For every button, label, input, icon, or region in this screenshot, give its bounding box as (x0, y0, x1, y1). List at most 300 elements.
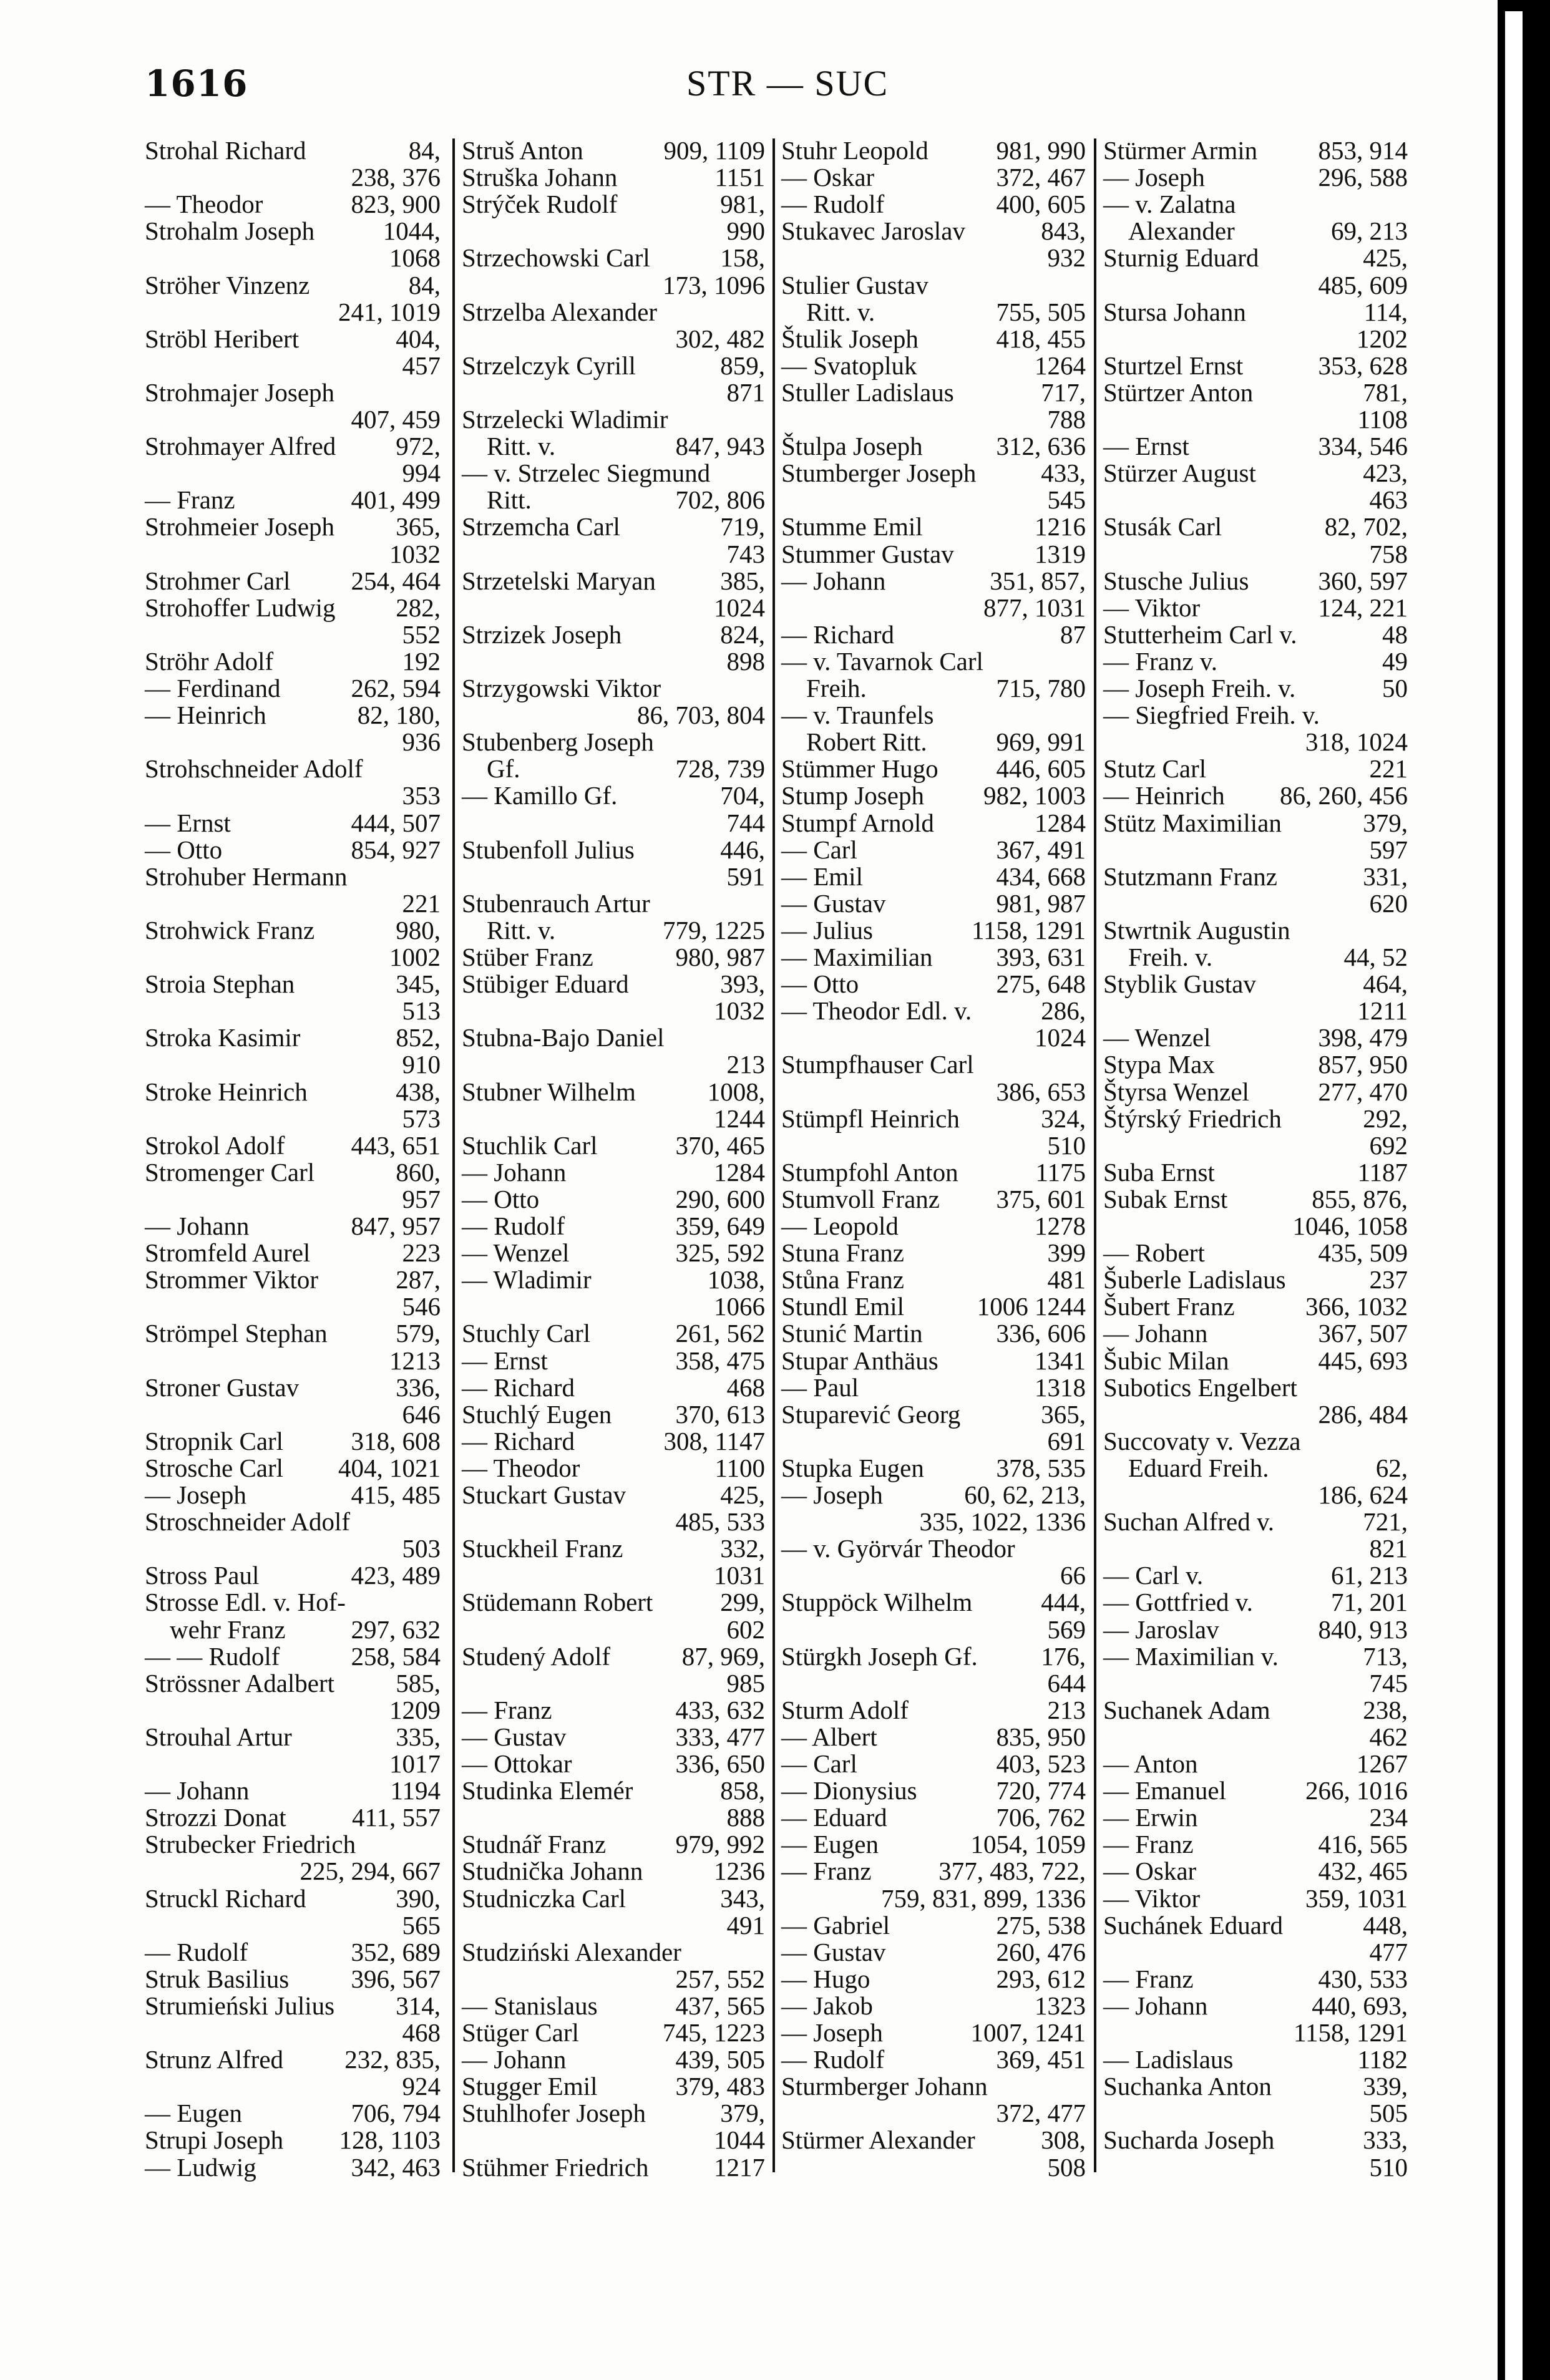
index-entry (1103, 1724, 1408, 1751)
page-edge (1505, 11, 1523, 2380)
entry-name: — v. Strzelec Siegmund (462, 459, 711, 488)
index-entry (1103, 1831, 1408, 1858)
entry-name: — Svatopluk (781, 351, 917, 380)
entry-name: — Heinrich (145, 701, 266, 730)
entry-name: Strommer Viktor (145, 1265, 319, 1294)
index-entry (781, 2154, 1086, 2181)
entry-pages: 840, 913 (1318, 1615, 1408, 1644)
index-entry (462, 1348, 765, 1374)
index-entry (781, 352, 1086, 379)
index-entry (781, 1079, 1086, 1105)
entry-name: — Rudolf (462, 1212, 565, 1240)
entry-pages: 468 (726, 1372, 765, 1402)
entry-pages: 360, 597 (1318, 566, 1408, 595)
entry-name: — Joseph Freih. v. (1103, 674, 1296, 702)
entry-pages: 573 (402, 1104, 441, 1133)
entry-pages: 468 (402, 2018, 441, 2047)
index-entry (781, 379, 1086, 406)
index-entry (462, 648, 765, 675)
index-entry (781, 1482, 1086, 1508)
index-entry (462, 1643, 765, 1670)
entry-name: — Gustav (462, 1722, 567, 1751)
entry-name: Strzetelski Maryan (462, 566, 656, 595)
entry-name: — Franz (781, 1857, 872, 1886)
index-entry (462, 1105, 765, 1132)
index-entry (781, 1966, 1086, 1993)
entry-name: Stůna Franz (781, 1265, 904, 1294)
entry-name: Strouhal Artur (145, 1722, 292, 1751)
entry-name: — Viktor (1103, 1883, 1201, 1913)
entry-pages: 510 (1369, 2152, 1408, 2182)
entry-name: Stubenrauch Artur (462, 888, 650, 918)
index-entry (781, 218, 1086, 245)
entry-pages: 158, (720, 243, 765, 273)
entry-pages: 418, 455 (996, 324, 1086, 353)
entry-name: — Albert (781, 1722, 877, 1751)
index-entry (1103, 541, 1408, 568)
index-entry (1103, 272, 1408, 299)
index-entry (1103, 1455, 1408, 1482)
index-entry (781, 513, 1086, 540)
entry-name: — Johann (1103, 1991, 1208, 2020)
index-entry (1103, 1993, 1408, 2019)
index-entry (145, 1186, 441, 1213)
entry-pages: 345, (396, 969, 441, 999)
entry-pages: 1175 (1035, 1157, 1086, 1187)
entry-pages: 433, (1041, 459, 1086, 488)
entry-pages: 369, 451 (996, 2045, 1086, 2074)
index-entry (1103, 1562, 1408, 1589)
index-entry (462, 1186, 765, 1213)
entry-pages: 1236 (714, 1857, 765, 1886)
entry-pages: 186, 624 (1318, 1480, 1408, 1509)
entry-pages: 1017 (389, 1749, 441, 1778)
index-entry (462, 1804, 765, 1831)
entry-name: Strzelba Alexander (462, 297, 658, 326)
index-entry (145, 1885, 441, 1912)
entry-pages: 877, 1031 (983, 593, 1086, 622)
entry-pages: 312, 636 (996, 432, 1086, 461)
entry-pages: 704, (720, 781, 765, 810)
entry-name: Suchánek Eduard (1103, 1910, 1284, 1940)
index-entry (462, 1266, 765, 1293)
index-entry (781, 1320, 1086, 1347)
entry-pages: 232, 835, (344, 2045, 441, 2074)
index-entry (145, 1266, 441, 1293)
entry-name: Strzechowski Carl (462, 243, 650, 273)
entry-pages: 324, (1041, 1104, 1086, 1133)
index-entry (781, 675, 1086, 702)
entry-pages: 924 (402, 2072, 441, 2101)
entry-name: — Wladimir (462, 1265, 592, 1294)
entry-name: — v. Györvár Theodor (781, 1534, 1015, 1563)
entry-pages: 758 (1369, 539, 1408, 568)
entry-pages: 1068 (389, 243, 441, 273)
entry-name: Ritt. v. (806, 297, 875, 326)
entry-name: Stursa Johann (1103, 297, 1246, 326)
index-entry (145, 1993, 441, 2019)
index-entry (145, 863, 441, 890)
index-entry (145, 755, 441, 782)
entry-name: Studinka Elemér (462, 1776, 633, 1805)
index-entry (145, 1697, 441, 1724)
entry-pages: 286, 484 (1318, 1399, 1408, 1429)
index-entry (462, 971, 765, 998)
entry-pages: 463 (1369, 485, 1408, 515)
entry-pages: 69, 213 (1331, 216, 1408, 246)
index-entry (145, 1912, 441, 1939)
entry-pages: 591 (726, 862, 765, 891)
entry-name: Stuchly Carl (462, 1319, 591, 1348)
index-entry (781, 2100, 1086, 2127)
entry-name: — Eugen (781, 1830, 879, 1859)
entry-pages: 314, (396, 1991, 441, 2020)
column-rule (452, 138, 455, 2172)
index-entry (462, 1670, 765, 1697)
entry-pages: 393, (720, 969, 765, 999)
entry-name: Strýček Rudolf (462, 190, 618, 219)
index-entry (781, 245, 1086, 271)
index-entry (145, 702, 441, 729)
entry-pages: 936 (402, 727, 441, 757)
entry-name: Sturnig Eduard (1103, 243, 1259, 273)
index-entry (145, 782, 441, 809)
index-entry (462, 137, 765, 164)
entry-pages: 1217 (714, 2152, 765, 2182)
entry-pages: 1278 (1035, 1212, 1086, 1240)
entry-pages: 86, 703, 804 (637, 701, 765, 730)
index-entry (1103, 1051, 1408, 1078)
entry-name: Studniczka Carl (462, 1883, 626, 1913)
entry-name: Ritt. v. (487, 432, 556, 461)
index-entry (781, 1535, 1086, 1562)
entry-name: — Jaroslav (1103, 1615, 1219, 1644)
entry-name: — Gustav (781, 888, 886, 918)
entry-name: — Eugen (145, 2099, 242, 2128)
index-entry (781, 1885, 1086, 1912)
index-entry (1103, 1293, 1408, 1320)
entry-name: Strubecker Friedrich (145, 1830, 356, 1859)
entry-name: Strupi Joseph (145, 2125, 284, 2155)
index-entry (145, 1643, 441, 1670)
entry-pages: 335, (396, 1722, 441, 1751)
index-entry (145, 1213, 441, 1240)
index-entry (781, 299, 1086, 326)
entry-pages: 1182 (1357, 2045, 1408, 2074)
entry-name: Stübiger Eduard (462, 969, 629, 999)
entry-pages: 446, (720, 835, 765, 864)
index-entry (1103, 648, 1408, 675)
entry-pages: 1054, 1059 (970, 1830, 1086, 1859)
entry-name: Sturtzel Ernst (1103, 351, 1244, 380)
entry-pages: 403, 523 (996, 1749, 1086, 1778)
entry-pages: 485, 609 (1318, 270, 1408, 299)
index-entry (1103, 1643, 1408, 1670)
entry-pages: 1032 (389, 539, 441, 568)
entry-name: Stüger Carl (462, 2018, 579, 2047)
entry-pages: 446, 605 (996, 754, 1086, 784)
index-entry (462, 621, 765, 648)
entry-name: Stroke Heinrich (145, 1077, 308, 1106)
index-entry (145, 1320, 441, 1347)
index-entry (145, 379, 441, 406)
entry-pages: 585, (396, 1668, 441, 1698)
entry-name: — Ferdinand (145, 674, 281, 702)
entry-name: — Ludwig (145, 2152, 256, 2182)
entry-name: — Ladislaus (1103, 2045, 1234, 2074)
index-entry (781, 648, 1086, 675)
entry-pages: 759, 831, 899, 1336 (881, 1883, 1086, 1913)
index-entry (1103, 487, 1408, 513)
entry-name: — Kamillo Gf. (462, 781, 618, 810)
entry-pages: 1284 (1035, 808, 1086, 837)
index-entry (781, 1724, 1086, 1751)
entry-name: — v. Tavarnok Carl (781, 646, 983, 676)
index-entry (781, 1186, 1086, 1213)
entry-name: Stumberger Joseph (781, 459, 977, 488)
entry-pages: 1213 (389, 1346, 441, 1375)
entry-name: — Johann (781, 566, 886, 595)
index-entry (462, 1374, 765, 1401)
index-entry (462, 245, 765, 271)
entry-name: Stuchlik Carl (462, 1130, 598, 1160)
entry-pages: 425, (1363, 243, 1408, 273)
entry-pages: 411, 557 (352, 1803, 441, 1832)
entry-pages: 1319 (1035, 539, 1086, 568)
entry-pages: 443, 651 (351, 1130, 441, 1160)
index-entry (1103, 2127, 1408, 2154)
index-entry (145, 810, 441, 837)
index-entry (145, 837, 441, 863)
entry-pages: 114, (1363, 297, 1408, 326)
entry-pages: 717, (1041, 377, 1086, 407)
entry-name: Struš Anton (462, 136, 583, 165)
index-entry (145, 137, 441, 164)
index-entry (1103, 971, 1408, 998)
entry-name: — Carl v. (1103, 1561, 1204, 1590)
entry-name: Gf. (487, 754, 520, 784)
entry-pages: 1038, (707, 1265, 765, 1294)
index-entry (462, 917, 765, 944)
entry-name: — Richard (781, 619, 895, 649)
index-entry (145, 568, 441, 595)
entry-name: — Franz (1103, 1830, 1194, 1859)
index-entry (145, 621, 441, 648)
entry-pages: 788 (1047, 405, 1086, 434)
entry-pages: 871 (726, 377, 765, 407)
index-entry (145, 513, 441, 540)
index-entry (145, 191, 441, 218)
entry-pages: 843, (1041, 216, 1086, 246)
entry-pages: 1284 (714, 1157, 765, 1187)
entry-name: — Wenzel (462, 1238, 570, 1268)
entry-pages: 432, 465 (1318, 1857, 1408, 1886)
entry-name: — Ernst (462, 1346, 548, 1375)
entry-pages: 401, 499 (351, 485, 441, 515)
entry-pages: 481 (1047, 1265, 1086, 1294)
entry-name: — Johann (462, 2045, 567, 2074)
entry-pages: 462 (1369, 1722, 1408, 1751)
entry-pages: 824, (720, 619, 765, 649)
entry-name: Stuparević Georg (781, 1399, 961, 1429)
entry-pages: 366, 1032 (1305, 1292, 1408, 1321)
entry-name: Stroschneider Adolf (145, 1507, 351, 1537)
entry-name: Strohal Richard (145, 136, 306, 165)
index-entry (781, 2019, 1086, 2046)
index-entry (781, 782, 1086, 809)
entry-pages: 377, 483, 722, (938, 1857, 1086, 1886)
index-entry (145, 729, 441, 755)
page-number: 1616 (145, 62, 248, 105)
entry-name: — Ottokar (462, 1749, 572, 1778)
entry-pages: 336, 606 (996, 1319, 1086, 1348)
index-entry (462, 1508, 765, 1535)
index-entry (781, 729, 1086, 755)
entry-name: — Ernst (145, 808, 231, 837)
entry-name: Stürmer Alexander (781, 2125, 975, 2155)
index-entry (781, 1159, 1086, 1186)
entry-name: — Theodor (462, 1453, 580, 1482)
index-entry (462, 1535, 765, 1562)
entry-name: Stross Paul (145, 1561, 260, 1590)
entry-name: Stüdemann Robert (462, 1588, 653, 1617)
index-entry (462, 1079, 765, 1105)
index-entry (1103, 944, 1408, 971)
index-entry (781, 272, 1086, 299)
index-entry (462, 218, 765, 245)
entry-pages: 552 (402, 619, 441, 649)
index-entry (781, 137, 1086, 164)
index-entry (462, 1455, 765, 1482)
index-entry (781, 1105, 1086, 1132)
entry-pages: 48 (1382, 619, 1408, 649)
entry-name: Stutterheim Carl v. (1103, 619, 1297, 649)
entry-name: Stroner Gustav (145, 1372, 300, 1402)
entry-pages: 981, 987 (996, 888, 1086, 918)
entry-name: Stusák Carl (1103, 512, 1222, 542)
entry-name: Ritt. (487, 485, 532, 515)
entry-name: — Erwin (1103, 1803, 1198, 1832)
index-entry (462, 1858, 765, 1885)
entry-pages: 221 (1369, 754, 1408, 784)
entry-name: Strzygowski Viktor (462, 674, 661, 702)
entry-name: Strzelczyk Cyrill (462, 351, 636, 380)
index-entry (1103, 568, 1408, 595)
entry-pages: 308, 1147 (663, 1426, 765, 1455)
entry-pages: 565 (402, 1910, 441, 1940)
entry-pages: 400, 605 (996, 190, 1086, 219)
entry-name: — Otto (781, 969, 859, 999)
entry-name: Strohmayer Alfred (145, 432, 336, 461)
index-entry (781, 1804, 1086, 1831)
entry-pages: 888 (726, 1803, 765, 1832)
index-entry (462, 810, 765, 837)
entry-name: Subak Ernst (1103, 1184, 1228, 1213)
entry-pages: 720, 774 (996, 1776, 1086, 1805)
entry-pages: 398, 479 (1318, 1023, 1408, 1052)
entry-pages: 1341 (1035, 1346, 1086, 1375)
index-entry (781, 1455, 1086, 1482)
entry-pages: 84, (408, 270, 441, 299)
entry-pages: 262, 594 (351, 674, 441, 702)
index-entry (781, 890, 1086, 917)
entry-pages: 221 (402, 888, 441, 918)
entry-pages: 192 (402, 646, 441, 676)
index-entry (1103, 1616, 1408, 1643)
entry-pages: 415, 485 (351, 1480, 441, 1509)
entry-pages: 407, 459 (351, 405, 441, 434)
entry-pages: 416, 565 (1318, 1830, 1408, 1859)
entry-name: — Joseph (781, 2018, 883, 2047)
entry-pages: 1007, 1241 (970, 2018, 1086, 2047)
entry-pages: 569 (1047, 1615, 1086, 1644)
entry-pages: 464, (1363, 969, 1408, 999)
entry-name: — Johann (145, 1212, 250, 1240)
entry-pages: 957 (402, 1184, 441, 1213)
entry-pages: 745, 1223 (663, 2018, 765, 2047)
index-entry (462, 379, 765, 406)
index-entry (462, 1751, 765, 1777)
index-entry (145, 2073, 441, 2100)
entry-name: Strohwick Franz (145, 915, 315, 945)
entry-name: — Emanuel (1103, 1776, 1226, 1805)
entry-pages: 353 (402, 781, 441, 810)
index-entry (462, 2127, 765, 2154)
entry-pages: 721, (1363, 1507, 1408, 1537)
index-entry (781, 755, 1086, 782)
index-entry (1103, 379, 1408, 406)
entry-name: Stump Joseph (781, 781, 924, 810)
entry-name: — Richard (462, 1372, 575, 1402)
entry-name: — Johann (1103, 1319, 1208, 1348)
entry-name: Stumme Emil (781, 512, 923, 542)
index-entry (145, 326, 441, 352)
index-entry (462, 2154, 765, 2181)
index-entry (462, 998, 765, 1024)
entry-pages: 352, 689 (351, 1937, 441, 1966)
index-entry (145, 1831, 441, 1858)
index-entry (1103, 1401, 1408, 1428)
index-entry (1103, 1589, 1408, 1616)
entry-pages: 781, (1363, 377, 1408, 407)
entry-name: Šubic Milan (1103, 1346, 1229, 1375)
entry-pages: 545 (1047, 485, 1086, 515)
index-entry (462, 863, 765, 890)
entry-name: Stürtzer Anton (1103, 377, 1254, 407)
index-entry (462, 541, 765, 568)
entry-pages: 1267 (1357, 1749, 1408, 1778)
index-entry (1103, 1885, 1408, 1912)
entry-pages: 404, 1021 (338, 1453, 441, 1482)
entry-pages: 448, (1363, 1910, 1408, 1940)
entry-pages: 985 (726, 1668, 765, 1698)
entry-pages: 365, (1041, 1399, 1086, 1429)
entry-name: Suchanek Adam (1103, 1695, 1270, 1724)
index-entry (462, 1213, 765, 1240)
entry-pages: 61, 213 (1331, 1561, 1408, 1590)
index-entry (462, 1885, 765, 1912)
entry-name: — Wenzel (1103, 1023, 1211, 1052)
index-entry (781, 863, 1086, 890)
index-entry (462, 675, 765, 702)
index-entry (145, 406, 441, 433)
index-entry (145, 1024, 441, 1051)
index-entry (781, 1508, 1086, 1535)
entry-name: Stumpfohl Anton (781, 1157, 958, 1187)
entry-pages: 847, 957 (351, 1212, 441, 1240)
entry-pages: 343, (720, 1883, 765, 1913)
entry-pages: 857, 950 (1318, 1050, 1408, 1079)
